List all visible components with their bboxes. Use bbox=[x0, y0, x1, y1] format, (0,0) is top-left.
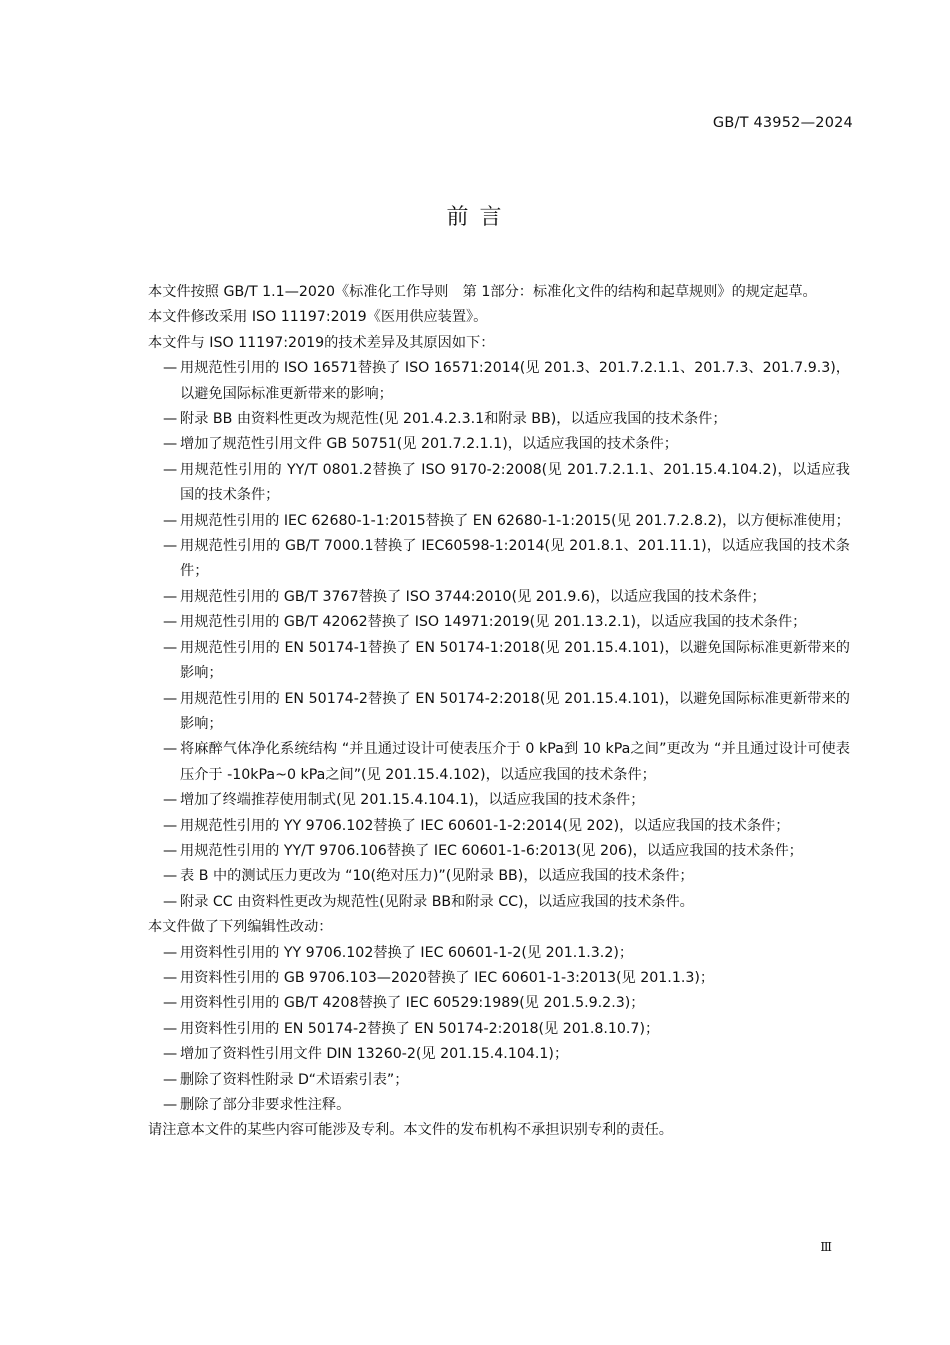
dash-marker: — bbox=[163, 817, 178, 834]
list-item: — 用规范性引用的 IEC 62680-1-1:2015替换了 EN 62680-1-1:2015(见 201.7.2.8.2)，以方便标准使用； bbox=[113, 509, 850, 534]
dash-marker: — bbox=[163, 690, 178, 707]
intro-paragraph: 本文件与 ISO 11197:2019的技术差异及其原因如下： bbox=[148, 334, 495, 351]
editorial-intro: 本文件做了下列编辑性改动： bbox=[148, 919, 333, 936]
dash-marker: — bbox=[163, 538, 178, 555]
closing-note: 请注意本文件的某些内容可能涉及专利。本文件的发布机构不承担识别专利的责任。 bbox=[148, 1122, 673, 1139]
document-body bbox=[113, 280, 850, 1144]
list-item: — 增加了资料性引用文件 DIN 13260-2(见 201.15.4.104.1)； bbox=[113, 1042, 850, 1067]
list-item: — 表 B 中的测试压力更改为 “10(绝对压力)”(见附录 BB)，以适应我国的技术条件； bbox=[113, 864, 850, 889]
list-item: — 增加了规范性引用文件 GB 50751(见 201.7.2.1.1)，以适应我国的技术条件； bbox=[113, 432, 850, 457]
list-item: — 删除了部分非要求性注释。 bbox=[113, 1093, 850, 1118]
dash-marker: — bbox=[163, 639, 178, 656]
dash-marker: — bbox=[163, 436, 178, 453]
standard-code: GB/T 43952—2024 bbox=[712, 115, 853, 131]
dash-marker: — bbox=[163, 995, 178, 1012]
dash-marker: — bbox=[163, 1046, 178, 1063]
list-item: — 用资料性引用的 EN 50174-2替换了 EN 50174-2:2018(见 201.8.10.7)； bbox=[113, 1017, 850, 1042]
list-item: — 用资料性引用的 GB/T 4208替换了 IEC 60529:1989(见 201.5.9.2.3)； bbox=[113, 991, 850, 1016]
dash-marker: — bbox=[163, 893, 178, 910]
list-item: — 附录 CC 由资料性更改为规范性(见附录 BB和附录 CC)，以适应我国的技术条件。 bbox=[113, 890, 850, 915]
list-item: — 用规范性引用的 EN 50174-2替换了 EN 50174-2:2018(见 201.15.4.101)，以避免国际标准更新带来的影响； bbox=[113, 687, 850, 738]
technical-differences-list bbox=[113, 356, 850, 915]
dash-marker: — bbox=[163, 1097, 178, 1113]
list-item: — 用规范性引用的 EN 50174-1替换了 EN 50174-1:2018(见 201.15.4.101)，以避免国际标准更新带来的影响； bbox=[113, 636, 850, 687]
list-item: — 用规范性引用的 GB/T 7000.1替换了 IEC60598-1:2014(见 201.8.1、201.11.1)，以适应我国的技术条件； bbox=[113, 534, 850, 585]
page-number: Ⅲ bbox=[820, 1240, 832, 1254]
list-item: — 用规范性引用的 ISO 16571替换了 ISO 16571:2014(见 201.3、201.7.2.1.1、201.7.3、201.7.9.3)，以避免国际标准更新带来的影响； bbox=[113, 356, 850, 407]
list-item: — 用规范性引用的 GB/T 42062替换了 ISO 14971:2019(见 201.13.2.1)，以适应我国的技术条件； bbox=[113, 610, 850, 635]
list-item: — 增加了终端推荐使用制式(见 201.15.4.104.1)，以适应我国的技术条件； bbox=[113, 788, 850, 813]
list-item: — 用规范性引用的 YY/T 9706.106替换了 IEC 60601-1-6:2013(见 206)，以适应我国的技术条件； bbox=[113, 839, 850, 864]
dash-marker: — bbox=[163, 1020, 178, 1037]
list-item: — 附录 BB 由资料性更改为规范性(见 201.4.2.3.1和附录 BB)，以适应我国的技术条件； bbox=[113, 407, 850, 432]
dash-marker: — bbox=[163, 969, 178, 986]
page-title: 前 言 bbox=[446, 205, 504, 230]
dash-marker: — bbox=[163, 360, 178, 377]
list-item: — 用资料性引用的 GB 9706.103—2020替换了 IEC 60601-1-3:2013(见 201.1.3)； bbox=[113, 966, 850, 991]
dash-marker: — bbox=[163, 944, 178, 961]
intro-paragraph: 本文件按照 GB/T 1.1—2020《标准化工作导则 第 1部分：标准化文件的结构和起草规则》的规定起草。 bbox=[148, 284, 817, 300]
dash-marker: — bbox=[163, 868, 178, 885]
dash-marker: — bbox=[163, 792, 178, 809]
intro-paragraph: 本文件修改采用 ISO 11197:2019《医用供应装置》。 bbox=[148, 309, 488, 326]
dash-marker: — bbox=[163, 461, 178, 478]
dash-marker: — bbox=[163, 614, 178, 631]
list-item: — 用资料性引用的 YY 9706.102替换了 IEC 60601-1-2(见 201.1.3.2)； bbox=[113, 941, 850, 966]
dash-marker: — bbox=[163, 1071, 178, 1088]
list-item: — 用规范性引用的 GB/T 3767替换了 ISO 3744:2010(见 201.9.6)，以适应我国的技术条件； bbox=[113, 585, 850, 610]
dash-marker: — bbox=[163, 512, 178, 529]
dash-marker: — bbox=[163, 411, 178, 428]
editorial-changes-list bbox=[113, 941, 850, 1119]
dash-marker: — bbox=[163, 842, 178, 859]
list-item: — 将麻醉气体净化系统结构 “并且通过设计可使表压介于 0 kPa到 10 kPa之间”更改为 “并且通过设计可使表压介于 -10kPa~0 kPa之间”(见 201.15.4.102)，以适应我国的技术条件； bbox=[113, 737, 850, 788]
list-item: — 删除了资料性附录 D“术语索引表”； bbox=[113, 1068, 850, 1093]
dash-marker: — bbox=[163, 741, 178, 758]
list-item: — 用规范性引用的 YY/T 0801.2替换了 ISO 9170-2:2008(见 201.7.2.1.1、201.15.4.104.2)，以适应我国的技术条件； bbox=[113, 458, 850, 509]
list-item: — 用规范性引用的 YY 9706.102替换了 IEC 60601-1-2:2014(见 202)，以适应我国的技术条件； bbox=[113, 814, 850, 839]
dash-marker: — bbox=[163, 588, 178, 605]
